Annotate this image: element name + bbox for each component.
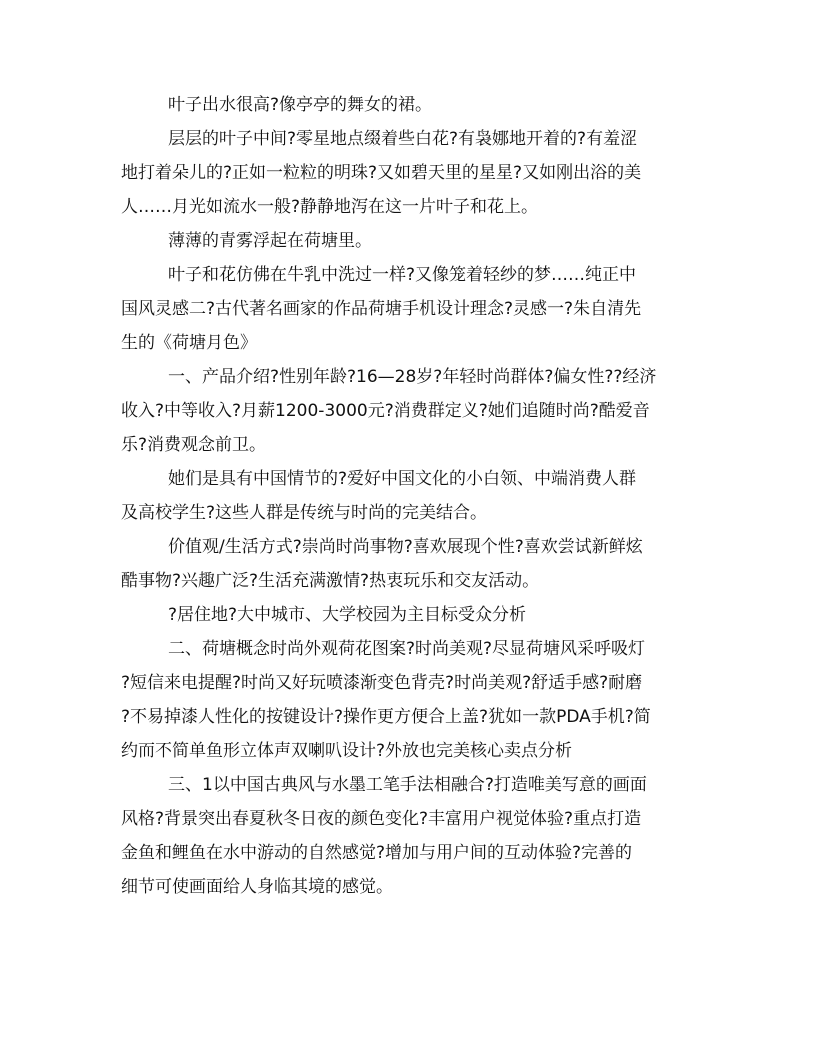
text-line: ?不易掉漆人性化的按键设计?操作更方便合上盖?犹如一款PDA手机?简 [121, 707, 651, 727]
text-line: 酷事物?兴趣广泛?生活充满激情?热衷玩乐和交友活动。 [121, 571, 540, 591]
paragraph-10 [121, 768, 699, 904]
paragraph-8 [121, 598, 699, 632]
text-line: 人……月光如流水一般?静静地泻在这一片叶子和花上。 [121, 197, 539, 217]
text-line: ?短信来电提醒?时尚又好玩喷漆渐变色背壳?时尚美观?舒适手感?耐磨 [121, 673, 643, 693]
paragraph-9 [121, 632, 699, 768]
text-line: 层层的叶子中间?零星地点缀着些白花?有袅娜地开着的?有羞涩 [168, 129, 638, 149]
text-line: 及高校学生?这些人群是传统与时尚的完美结合。 [121, 503, 488, 523]
text-line: 生的《荷塘月色》 [121, 333, 257, 353]
text-line: 收入?中等收入?月薪1200-3000元?消费群定义?她们追随时尚?酷爱音 [121, 401, 650, 421]
text-line: 一、产品介绍?性别年龄?16—28岁?年轻时尚群体?偏女性??经济 [168, 367, 657, 387]
text-line: 薄薄的青雾浮起在荷塘里。 [168, 231, 372, 251]
text-line: 她们是具有中国情节的?爱好中国文化的小白领、中端消费人群 [168, 469, 637, 489]
text-line: ?居住地?大中城市、大学校园为主目标受众分析 [168, 605, 527, 625]
document-body [121, 88, 699, 904]
text-line: 三、1以中国古典风与水墨工笔手法相融合?打造唯美写意的画面 [168, 775, 647, 795]
text-line: 国风灵感二?古代著名画家的作品荷塘手机设计理念?灵感一?朱自清先 [121, 299, 642, 319]
text-line: 金鱼和鲤鱼在水中游动的自然感觉?增加与用户间的互动体验?完善的 [121, 843, 633, 863]
text-line: 约而不简单鱼形立体声双喇叭设计?外放也完美核心卖点分析 [121, 741, 573, 761]
text-line: 风格?背景突出春夏秋冬日夜的颜色变化?丰富用户视觉体验?重点打造 [121, 809, 642, 829]
text-line: 二、荷塘概念时尚外观荷花图案?时尚美观?尽显荷塘风采呼吸灯 [168, 639, 646, 659]
paragraph-5 [121, 360, 699, 462]
text-line: 价值观/生活方式?崇尚时尚事物?喜欢展现个性?喜欢尝试新鲜炫 [168, 537, 643, 557]
text-line: 叶子出水很高?像亭亭的舞女的裙。 [168, 95, 433, 115]
text-line: 乐?消费观念前卫。 [121, 435, 267, 455]
text-line: 叶子和花仿佛在牛乳中洗过一样?又像笼着轻纱的梦……纯正中 [168, 265, 637, 285]
text-line: 地打着朵儿的?正如一粒粒的明珠?又如碧天里的星星?又如刚出浴的美 [121, 163, 642, 183]
paragraph-1 [121, 88, 699, 122]
paragraph-4 [121, 258, 699, 360]
text-line: 细节可使画面给人身临其境的感觉。 [121, 877, 393, 897]
paragraph-2 [121, 122, 699, 224]
paragraph-3 [121, 224, 699, 258]
paragraph-6 [121, 462, 699, 530]
paragraph-7 [121, 530, 699, 598]
